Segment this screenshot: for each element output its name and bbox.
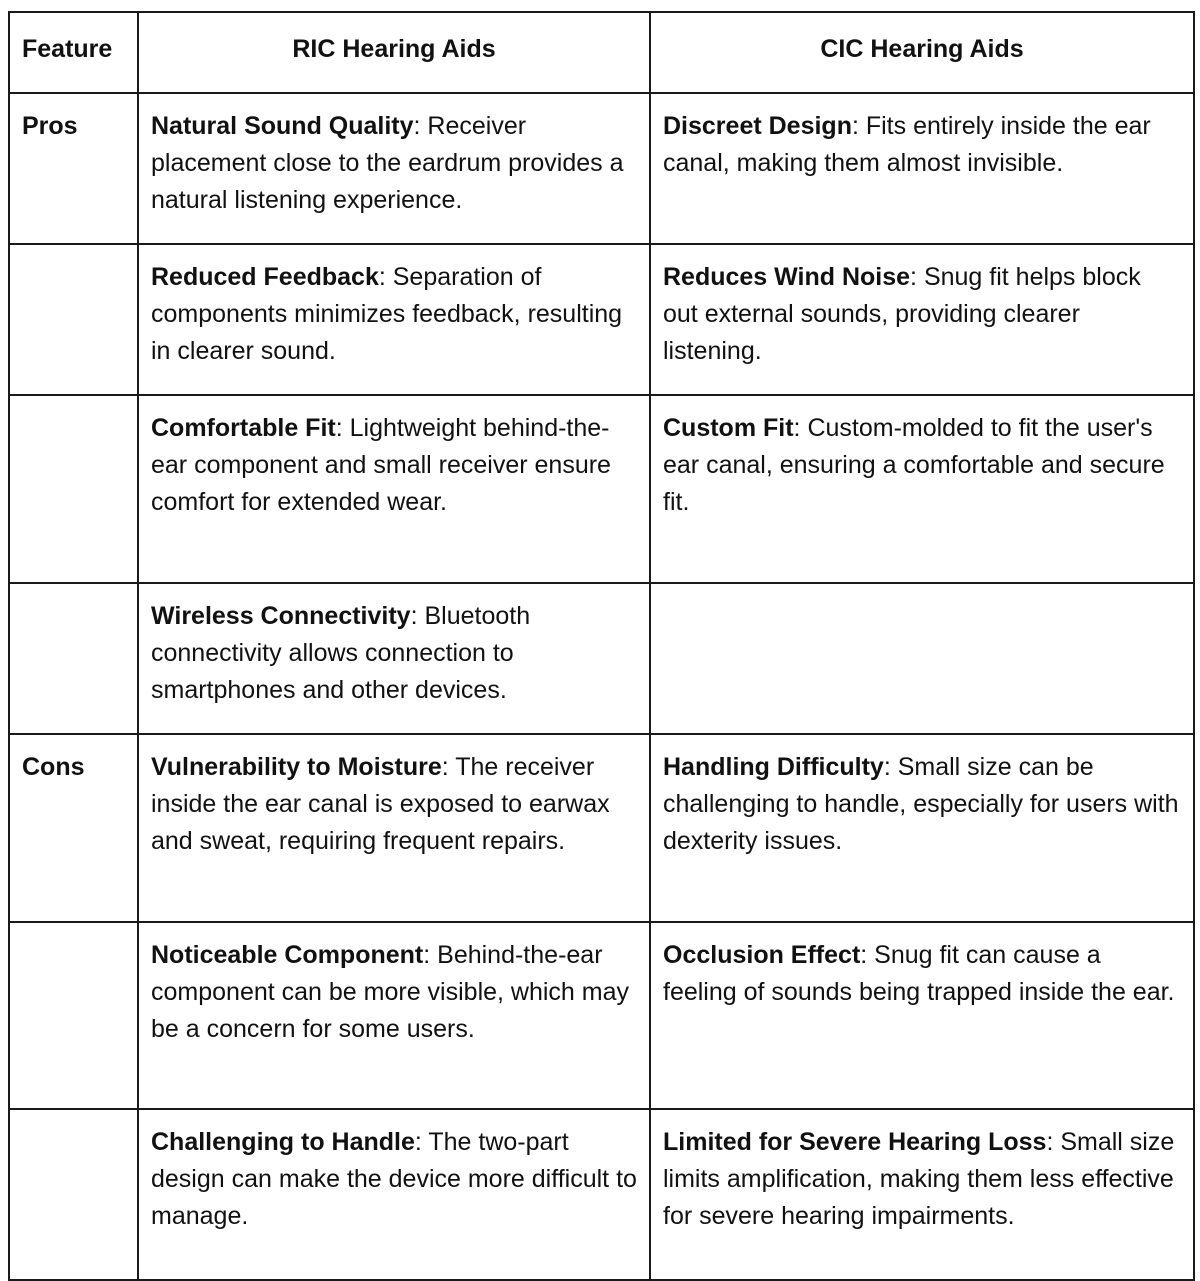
header-feature: Feature — [9, 12, 138, 93]
feature-cell: Pros — [9, 93, 138, 244]
feature-cell — [9, 395, 138, 583]
ric-cell — [138, 93, 650, 244]
cic-item-title: Reduces Wind Noise — [663, 263, 911, 291]
cic-item-title: Custom Fit — [663, 414, 794, 442]
cic-item-title: Handling Difficulty — [663, 753, 884, 781]
ric-item-text: : Behind-the-ear component can be more visible, which may be a concern for some users. — [151, 941, 630, 1043]
feature-cell — [9, 583, 138, 734]
cic-item-title: Discreet Design — [663, 112, 852, 140]
cic-item-text: : Small size can be challenging to handle, especially for users with dexterity issues. — [663, 753, 1179, 855]
cic-cell — [650, 922, 1194, 1109]
ric-item-text: : Bluetooth connectivity allows connection to smartphones and other devices. — [151, 602, 531, 704]
ric-cell — [138, 244, 650, 395]
ric-item-text: : Separation of components minimizes feedback, resulting in clearer sound. — [151, 263, 623, 365]
feature-cell — [9, 922, 138, 1109]
cic-cell — [650, 1109, 1194, 1280]
ric-item-title: Reduced Feedback — [151, 263, 379, 291]
comparison-table — [8, 11, 1195, 1281]
table-row — [9, 395, 1194, 583]
table-row — [9, 922, 1194, 1109]
table-row — [9, 583, 1194, 734]
ric-item-title: Vulnerability to Moisture — [151, 753, 442, 781]
ric-item-title: Natural Sound Quality — [151, 112, 414, 140]
feature-cell: Cons — [9, 734, 138, 922]
table-header-row — [9, 12, 1194, 93]
ric-item-text: : The receiver inside the ear canal is exposed to earwax and sweat, requiring frequent repairs. — [151, 753, 610, 855]
cic-cell — [650, 734, 1194, 922]
comparison-table-container — [8, 11, 1195, 1281]
ric-item-text: : Receiver placement close to the eardrum provides a natural listening experience. — [151, 112, 624, 214]
cic-item-title: Occlusion Effect — [663, 941, 861, 969]
ric-cell — [138, 1109, 650, 1280]
ric-item-title: Noticeable Component — [151, 941, 424, 969]
header-cic: CIC Hearing Aids — [650, 12, 1194, 93]
ric-cell — [138, 583, 650, 734]
cic-cell — [650, 244, 1194, 395]
table-row — [9, 93, 1194, 244]
table-row — [9, 1109, 1194, 1280]
cic-item-title: Limited for Severe Hearing Loss — [663, 1128, 1047, 1156]
ric-item-title: Wireless Connectivity — [151, 602, 411, 630]
cic-cell — [650, 395, 1194, 583]
ric-cell — [138, 922, 650, 1109]
cic-item-text: : Custom-molded to fit the user's ear canal, ensuring a comfortable and secure fit. — [663, 414, 1165, 516]
cic-item-text: : Small size limits amplification, making them less effective for severe hearing impairments. — [663, 1128, 1175, 1230]
cic-item-text: : Snug fit can cause a feeling of sounds being trapped inside the ear. — [663, 941, 1175, 1006]
feature-cell — [9, 244, 138, 395]
ric-cell — [138, 734, 650, 922]
table-row — [9, 734, 1194, 922]
feature-cell — [9, 1109, 138, 1280]
cic-item-text: : Snug fit helps block out external sounds, providing clearer listening. — [663, 263, 1141, 365]
ric-cell — [138, 395, 650, 583]
cic-cell — [650, 583, 1194, 734]
cic-item-text: : Fits entirely inside the ear canal, making them almost invisible. — [663, 112, 1151, 177]
cic-cell — [650, 93, 1194, 244]
ric-item-title: Comfortable Fit — [151, 414, 336, 442]
ric-item-text: : Lightweight behind-the-ear component and small receiver ensure comfort for extended wear. — [151, 414, 611, 516]
ric-item-text: : The two-part design can make the device more difficult to manage. — [151, 1128, 637, 1230]
table-row — [9, 244, 1194, 395]
header-ric: RIC Hearing Aids — [138, 12, 650, 93]
ric-item-title: Challenging to Handle — [151, 1128, 415, 1156]
